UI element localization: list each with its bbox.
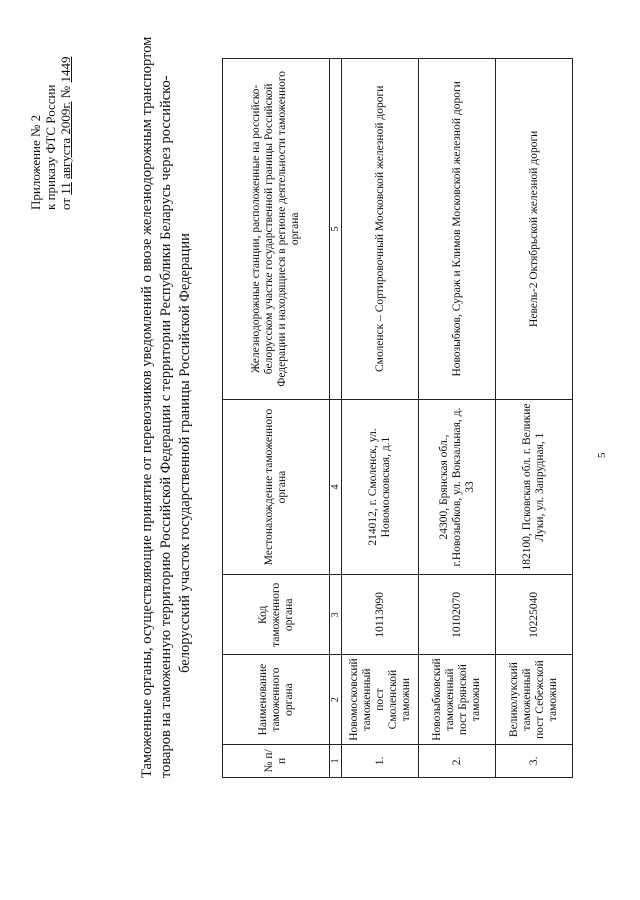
appendix-date	[58, 57, 73, 210]
row-name-cell: Новомосковский таможенный пост Смоленской таможни	[342, 655, 419, 744]
header-cell-code: Код таможенного органа	[223, 575, 330, 655]
appendix-number: 1449	[58, 56, 73, 83]
header-cell-name: Наименование таможенного органа	[223, 655, 330, 744]
column-number-cell: 4	[330, 399, 342, 575]
column-number-cell: 1	[330, 744, 342, 777]
customs-table	[222, 58, 573, 778]
row-address-cell: 182100, Псковская обл. г. Великие Луки, ул. Запрудная, 1	[496, 399, 573, 575]
appendix-date-prefix: от	[58, 197, 73, 210]
document-title	[138, 36, 195, 778]
appendix-title: Приложение № 2	[28, 114, 43, 210]
appendix-day: 11	[58, 182, 73, 195]
page-number: 5	[596, 452, 608, 458]
row-address-cell: 24300, Брянская обл., г.Новозыбков, ул. Вокзальная, д. 33	[419, 399, 496, 575]
table-column-number-row	[330, 59, 342, 778]
table-row	[496, 59, 573, 778]
header-cell-address: Местонахождение таможенного органа	[223, 399, 330, 575]
appendix-order: к приказу ФТС России	[43, 84, 58, 210]
row-stations-cell: Новозыбков, Сураж и Климов Московской железной дороги	[419, 59, 496, 400]
column-number-cell: 3	[330, 575, 342, 655]
row-number-cell: 2.	[419, 744, 496, 777]
header-cell-stations: Железнодорожные станции, расположенные на российско-белорусском участке государственной границы Российской Федерации и находящиеся в регионе деятельности таможенного органа	[223, 59, 330, 400]
row-code-cell: 10102070	[419, 575, 496, 655]
appendix-number-label: №	[58, 85, 73, 99]
row-number-cell: 3.	[496, 744, 573, 777]
column-number-cell: 5	[330, 59, 342, 400]
row-number-cell: 1.	[342, 744, 419, 777]
title-line-2: товаров на таможенную территорию Российской Федерации с территории Республики Беларусь через российско-	[158, 75, 174, 778]
header-cell-number: № п/п	[223, 744, 330, 777]
row-stations-cell: Невель-2 Октябрьской железной дороги	[496, 59, 573, 400]
title-line-1: Таможенные органы, осуществляющие принятие от перевозчиков уведомлений о ввозе железнодорожным транспортом	[139, 36, 155, 778]
row-address-cell: 214012, г. Смоленск, ул. Новомосковская, д.1	[342, 399, 419, 575]
appendix-month-year: августа 2009г.	[58, 101, 73, 179]
row-name-cell: Новозыбковский таможенный пост Брянской таможни	[419, 655, 496, 744]
table-row	[419, 59, 496, 778]
row-name-cell: Великолукский таможенный пост Себежской таможни	[496, 655, 573, 744]
appendix-block	[28, 57, 73, 210]
row-code-cell: 10113090	[342, 575, 419, 655]
title-line-3: белорусский участок государственной границы Российской Федерации	[177, 233, 193, 673]
column-number-cell: 2	[330, 655, 342, 744]
row-stations-cell: Смоленск – Сортировочный Московской железной дороги	[342, 59, 419, 400]
table-row	[342, 59, 419, 778]
row-code-cell: 10225040	[496, 575, 573, 655]
table-header-row	[223, 59, 330, 778]
